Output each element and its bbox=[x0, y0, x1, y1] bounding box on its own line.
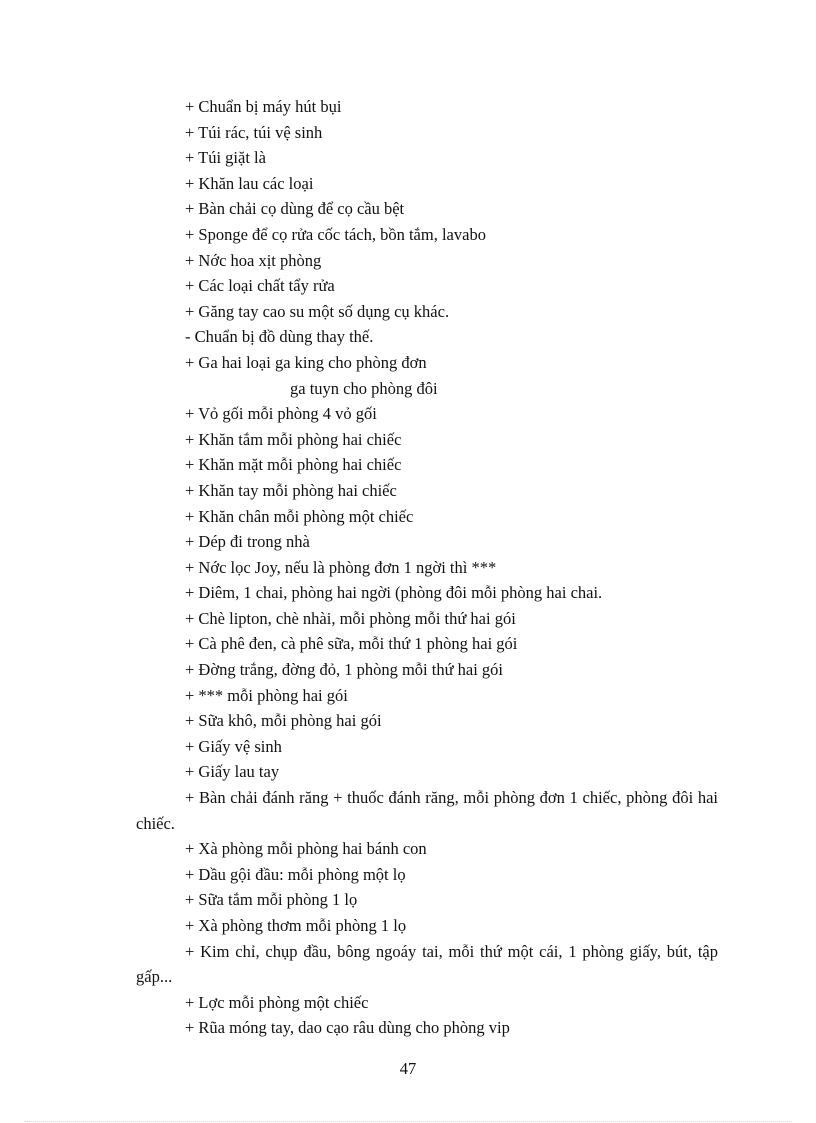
list-item: + Sữa tắm mỗi phòng 1 lọ bbox=[185, 890, 358, 910]
list-item: + Khăn chân mỗi phòng một chiếc bbox=[185, 506, 414, 526]
list-item: + Túi rác, túi vệ sinh bbox=[185, 122, 323, 142]
list-item: + Sữa khô, mỗi phòng hai gói bbox=[185, 711, 382, 731]
list-item: + Cà phê đen, cà phê sữa, mỗi thứ 1 phòng hai gói bbox=[185, 634, 518, 654]
page-body bbox=[136, 94, 718, 1041]
list-item: + Bàn chải cọ dùng để cọ cầu bệt bbox=[185, 199, 405, 219]
list-item: + Dầu gội đầu: mỗi phòng một lọ bbox=[185, 864, 406, 884]
list-item: + Sponge để cọ rửa cốc tách, bồn tắm, lavabo bbox=[185, 224, 486, 244]
list-item: + Khăn tay mỗi phòng hai chiếc bbox=[185, 480, 397, 500]
list-item: + Giấy vệ sinh bbox=[185, 736, 282, 756]
list-item: + Các loại chất tẩy rửa bbox=[185, 276, 335, 296]
list-item: + Vỏ gối mỗi phòng 4 vỏ gối bbox=[185, 404, 377, 424]
list-item: + Đờng trắng, đờng đỏ, 1 phòng mỗi thứ hai gói bbox=[185, 660, 504, 680]
list-item: + Xà phòng mỗi phòng hai bánh con bbox=[185, 839, 427, 859]
list-item: + Ga hai loại ga king cho phòng đơn bbox=[185, 352, 427, 372]
list-item: + Túi giặt là bbox=[185, 148, 266, 168]
list-item: - Chuẩn bị đồ dùng thay thế. bbox=[185, 327, 374, 347]
paragraph-toothbrush: + Bàn chải đánh răng + thuốc đánh răng, mỗi phòng đơn 1 chiếc, phòng đôi hai chiếc. bbox=[136, 788, 718, 833]
list-item: + *** mỗi phòng hai gói bbox=[185, 685, 348, 705]
list-item: + Diêm, 1 chai, phòng hai ngời (phòng đôi mỗi phòng hai chai. bbox=[185, 583, 603, 603]
list-item: + Khăn mặt mỗi phòng hai chiếc bbox=[185, 455, 402, 475]
list-item: + Lợc mỗi phòng một chiếc bbox=[185, 992, 369, 1012]
list-item: + Khăn lau các loại bbox=[185, 173, 314, 193]
list-item: + Dép đi trong nhà bbox=[185, 532, 310, 552]
paragraph-sewing-kit: + Kim chỉ, chụp đầu, bông ngoáy tai, mỗi thứ một cái, 1 phòng giấy, bút, tập gấp... bbox=[136, 941, 718, 987]
list-item: + Giấy lau tay bbox=[185, 762, 280, 782]
list-item: + Khăn tắm mỗi phòng hai chiếc bbox=[185, 429, 402, 449]
list-item: + Xà phòng thơm mỗi phòng 1 lọ bbox=[185, 916, 407, 935]
list-item: + Nớc lọc Joy, nếu là phòng đơn 1 ngời thì *** bbox=[185, 557, 497, 577]
list-item: + Găng tay cao su một số dụng cụ khác. bbox=[185, 301, 450, 321]
list-item: + Chè lipton, chè nhài, mỗi phòng mỗi thứ hai gói bbox=[185, 608, 516, 628]
list-item-continuation: ga tuyn cho phòng đôi bbox=[290, 378, 438, 398]
page-number: 47 bbox=[399, 1059, 417, 1078]
list-item: + Chuẩn bị máy hút bụi bbox=[185, 97, 342, 116]
page-bottom-divider bbox=[24, 1121, 792, 1122]
list-item: + Nớc hoa xịt phòng bbox=[185, 250, 322, 270]
list-item: + Rũa móng tay, dao cạo râu dùng cho phòng vip bbox=[185, 1018, 510, 1038]
